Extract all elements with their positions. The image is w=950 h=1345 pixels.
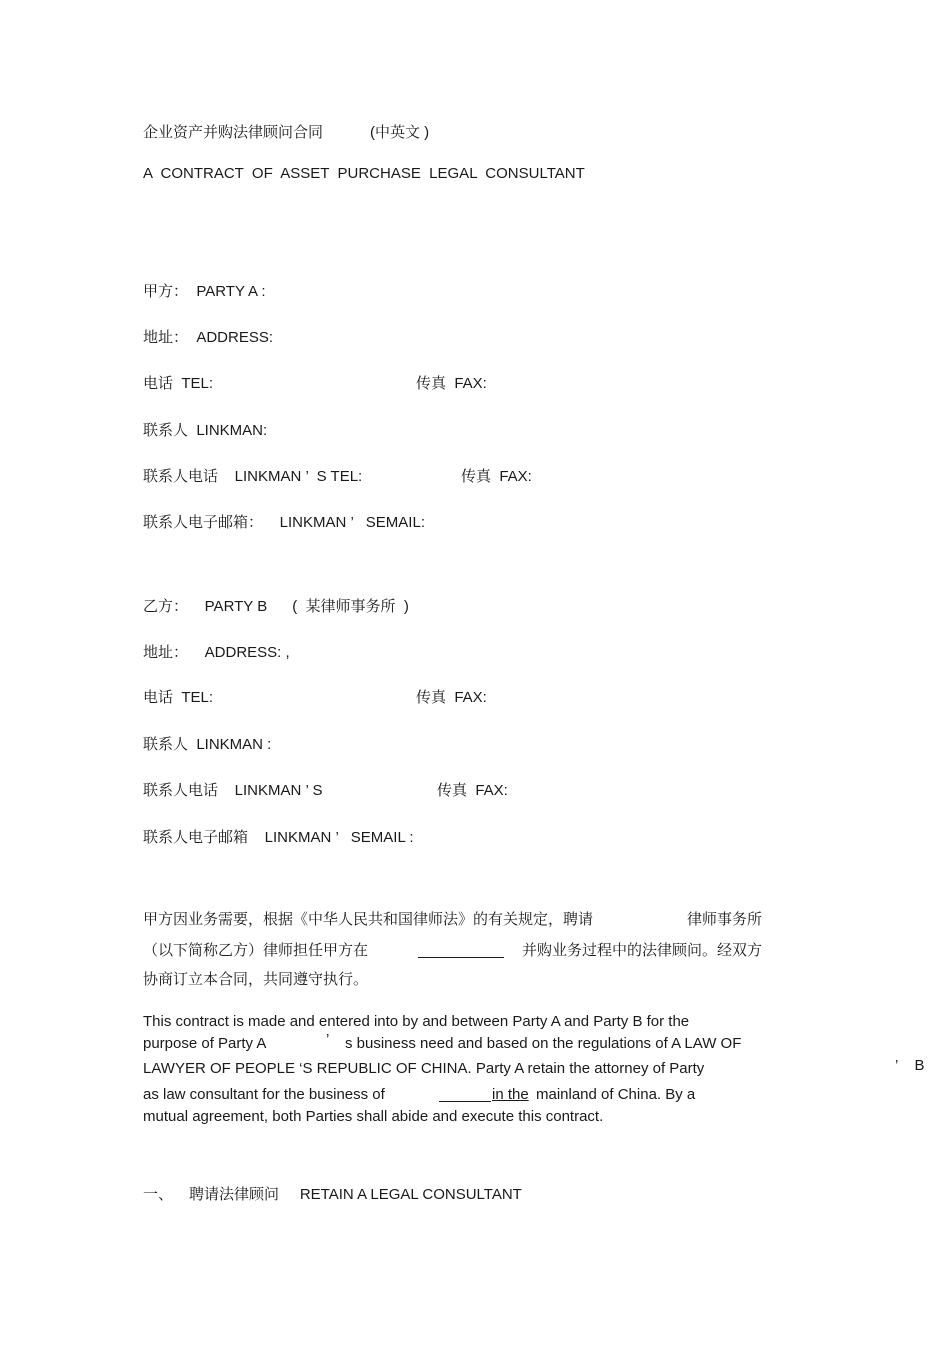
intro-en-line4c: mainland of China. By a bbox=[536, 1086, 696, 1103]
party-b-linkman-email: 联系人电子邮箱 LINKMAN ’ SEMAIL : bbox=[143, 829, 414, 846]
intro-cn-blank bbox=[418, 957, 504, 958]
party-a-linkman: 联系人 LINKMAN: bbox=[143, 422, 268, 439]
title-cn: 企业资产并购法律顾问合同 bbox=[143, 124, 324, 141]
intro-cn-line1a: 甲方因业务需要，根据《中华人民共和国律师法》的有关规定，聘请 bbox=[143, 911, 594, 928]
intro-en-line1: This contract is made and entered into by and between Party A and Party B for the bbox=[143, 1013, 690, 1030]
intro-cn-line1b: 律师事务所 bbox=[687, 911, 763, 928]
intro-en-line2c: s business need and based on the regulations of A LAW OF bbox=[345, 1035, 742, 1052]
party-a-linkman-tel: 联系人电话 LINKMAN ’ S TEL: bbox=[143, 468, 363, 485]
title-cn-suffix: (中英文 ) bbox=[370, 124, 430, 141]
party-a-linkman-email: 联系人电子邮箱： LINKMAN ’ SEMAIL: bbox=[143, 514, 425, 531]
party-b-tel: 电话 TEL: bbox=[143, 689, 214, 706]
party-a-linkman-fax: 传真 FAX: bbox=[461, 468, 532, 485]
intro-en-line4b: in the bbox=[492, 1086, 529, 1103]
intro-cn-line3: 协商订立本合同，共同遵守执行。 bbox=[143, 971, 369, 988]
intro-en-line3a: LAWYER OF PEOPLE ‘S REPUBLIC OF CHINA. Party A retain the attorney of Party bbox=[143, 1060, 705, 1077]
section-1-number: 一、 bbox=[143, 1186, 174, 1203]
intro-cn-line2b: 并购业务过程中的法律顾问。经双方 bbox=[522, 942, 763, 959]
party-a-tel: 电话 TEL: bbox=[143, 375, 214, 392]
party-a-fax: 传真 FAX: bbox=[416, 375, 487, 392]
intro-cn-line2a: （以下简称乙方）律师担任甲方在 bbox=[143, 942, 369, 959]
party-b-linkman-fax: 传真 FAX: bbox=[437, 782, 508, 799]
intro-en-line5: mutual agreement, both Parties shall abide and execute this contract. bbox=[143, 1108, 604, 1125]
party-a-label: 甲方： PARTY A : bbox=[143, 283, 266, 300]
intro-en-line4a: as law consultant for the business of bbox=[143, 1086, 385, 1103]
party-b-address: 地址： ADDRESS: , bbox=[143, 644, 290, 661]
party-b-linkman: 联系人 LINKMAN : bbox=[143, 736, 272, 753]
title-en: A CONTRACT OF ASSET PURCHASE LEGAL CONSULTANT bbox=[143, 165, 585, 182]
party-b-linkman-tel: 联系人电话 LINKMAN ’ S bbox=[143, 782, 323, 799]
party-a-address: 地址： ADDRESS: bbox=[143, 329, 274, 346]
intro-en-blank bbox=[439, 1101, 491, 1102]
party-b-fax: 传真 FAX: bbox=[416, 689, 487, 706]
intro-en-line2b: ’ bbox=[326, 1031, 330, 1048]
party-b-label: 乙方： PARTY B ( 某律师事务所 ) bbox=[143, 598, 409, 615]
section-1-title: 聘请法律顾问 RETAIN A LEGAL CONSULTANT bbox=[189, 1186, 522, 1203]
intro-en-line2a: purpose of Party A bbox=[143, 1035, 267, 1052]
intro-en-line3b: ’ B bbox=[895, 1057, 925, 1074]
